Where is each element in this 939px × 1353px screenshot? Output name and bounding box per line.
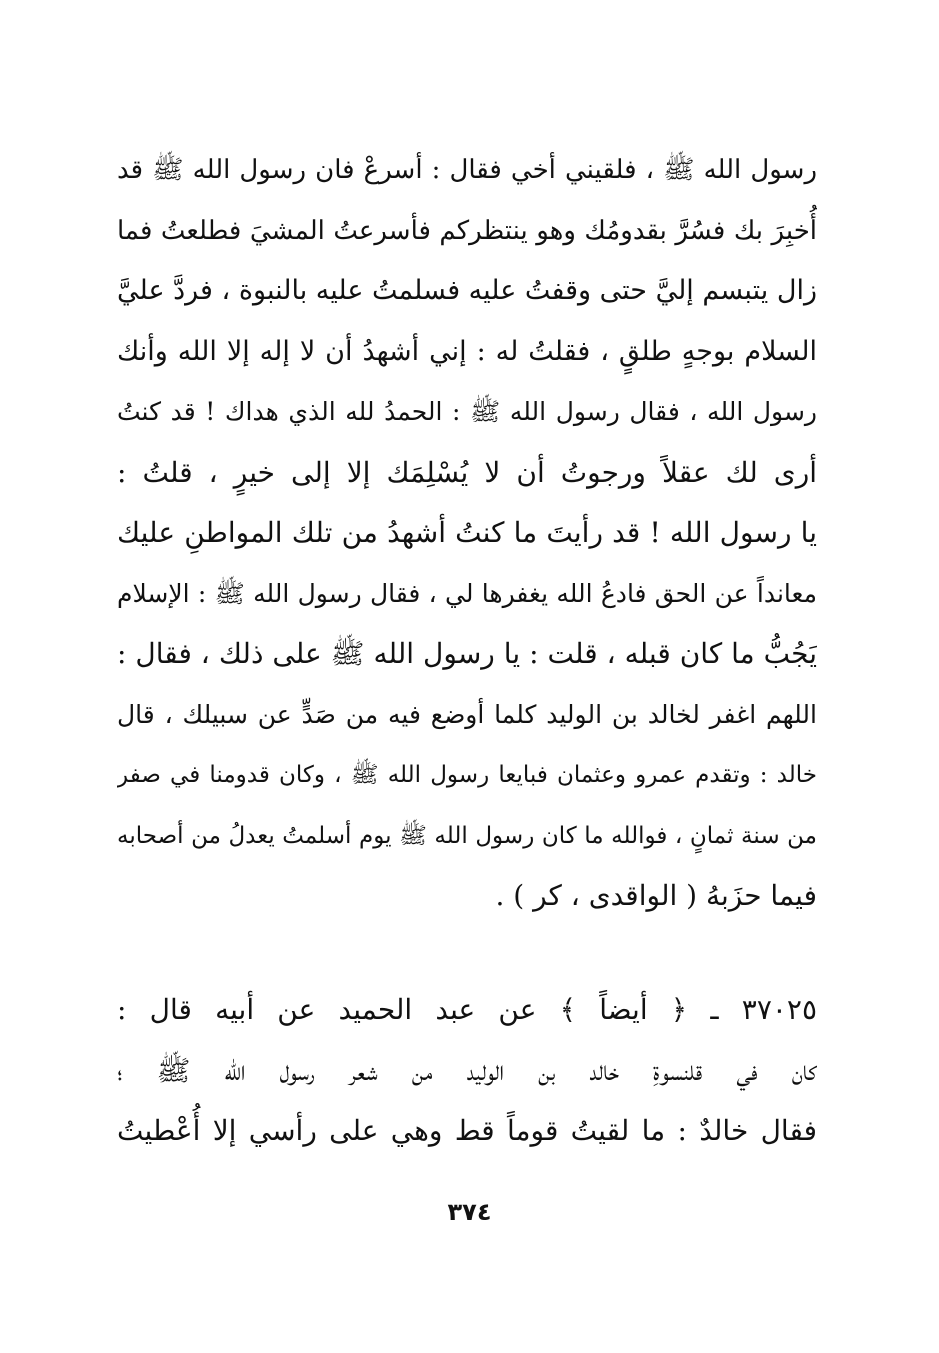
text-line: يَجُبُّ ما كان قبله ، قلت : يا رسول الله ﷺ على ذلك ، فقال : <box>117 637 817 670</box>
text-line: معانداً عن الحق فادعُ الله يغفرها لي ، فقال رسول الله ﷺ : الإسلام <box>117 578 817 608</box>
paragraph-hadith-37025 <box>117 980 817 1162</box>
text-line: اللهم اغفر لخالد بن الوليد كلما أوضع فيه من صَدٍّ عن سبيلك ، قال <box>117 699 817 729</box>
text-line: فقال خالدٌ : ما لقيتُ قوماً قط وهي على رأسي إلا أُعْطيتُ <box>117 1114 817 1147</box>
text-line: يا رسول الله ! قد رأيتَ ما كنتُ أشهدُ من تلك المواطنِ عليك <box>117 516 817 549</box>
text-line: خالد : وتقدم عمرو وعثمان فبايعا رسول الله ﷺ ، وكان قدومنا في صفر <box>117 762 817 788</box>
text-line: من سنة ثمانٍ ، فوالله ما كان رسول الله ﷺ يوم أسلمتُ يعدلُ من أصحابه <box>117 822 817 849</box>
text-line: أرى لك عقلاً ورجوتُ أن لا يُسْلِمَك إلا إلى خيرٍ ، قلتُ : <box>117 455 817 489</box>
text-line: كان في قلنسوةِ خالد بن الوليد من شعر رسول الله ﷺ ؛ <box>117 1053 817 1087</box>
text-line: ٣٧٠٢٥ ـ ﴿ أيضاً ﴾ عن عبد الحميد عن أبيه قال : <box>117 993 817 1026</box>
text-line: السلام بوجهٍ طلقٍ ، فقلتُ له : إني أشهدُ أن لا إله إلا الله وأنك <box>117 335 817 367</box>
text-line: زال يتبسم إليَّ حتى وقفتُ عليه فسلمتُ عليه بالنبوة ، فردَّ عليَّ <box>117 275 817 306</box>
page-number: ٣٧٤ <box>447 1198 492 1226</box>
text-line: رسول الله ﷺ ، فلقيني أخي فقال : أسرعْ فان رسول الله ﷺ قد <box>117 155 817 185</box>
paragraph-main <box>117 140 817 927</box>
text-line: أُخبِرَ بك فسُرَّ بقدومُك وهو ينتظركم فأسرعتُ المشيَ فطلعتُ فما <box>117 215 817 246</box>
text-line: رسول الله ، فقال رسول الله ﷺ : الحمدُ لله الذي هداك ! قد كنتُ <box>117 397 817 426</box>
text-line: فيما حزَبهُ ( الواقدى ، كر ) . <box>495 879 817 912</box>
